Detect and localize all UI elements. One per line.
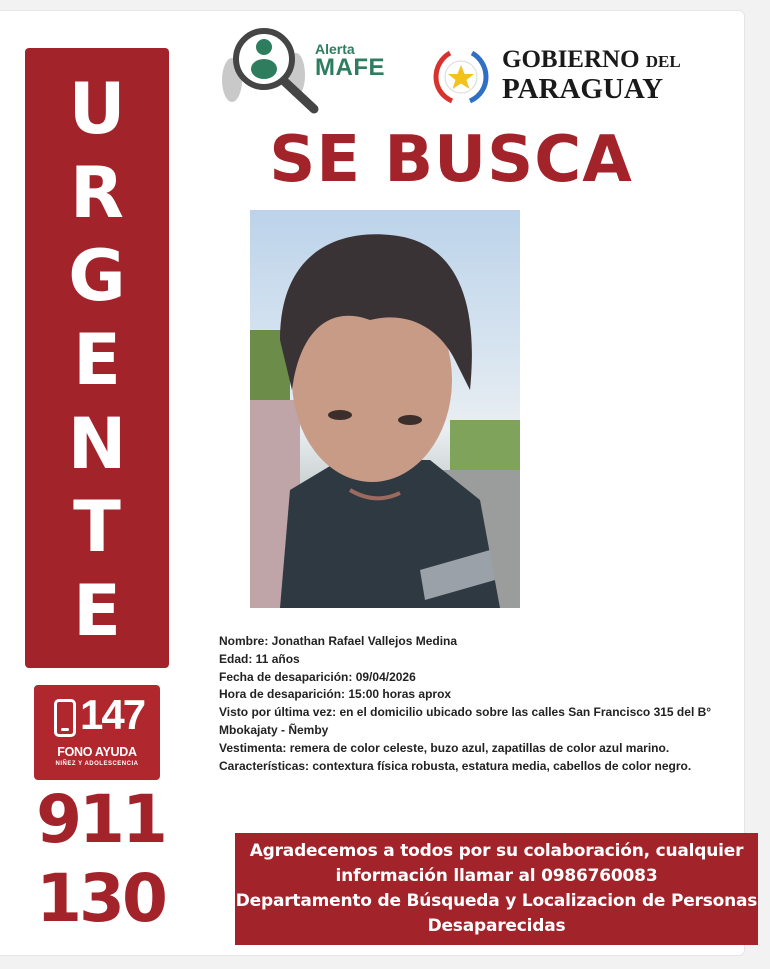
contact-line: información llamar al 0986760083 <box>335 866 658 886</box>
detail-last-seen: Visto por última vez: en el domicilio ubicado sobre las calles San Francisco 315 del B° <box>219 705 712 720</box>
detail-time: Hora de desaparición: 15:00 horas aprox <box>219 687 452 702</box>
paraguay-emblem-icon <box>428 47 494 107</box>
urgent-letter: G <box>68 235 126 318</box>
contact-line: Desaparecidas <box>427 916 566 936</box>
detail-clothing: Vestimenta: remera de color celeste, buzo azul, zapatillas de color azul marino. <box>219 740 670 755</box>
page-title: SE BUSCA <box>269 123 633 197</box>
detail-name: Nombre: Jonathan Rafael Vallejos Medina <box>219 634 458 648</box>
gobierno-logo-text <box>502 47 681 103</box>
detail-last-seen-cont: Mbokajaty - Ñemby <box>219 722 329 737</box>
urgent-letter: E <box>73 318 121 401</box>
emergency-number-911: 911 <box>36 781 165 858</box>
emergency-number-130: 130 <box>36 860 165 937</box>
missing-person-details <box>219 633 759 775</box>
contact-line: Agradecemos a todos por su colaboración, cualquier <box>249 841 744 861</box>
gobierno-line1: GOBIERNO DEL <box>502 46 681 73</box>
gobierno-line2: PARAGUAY <box>502 73 664 105</box>
phone-icon <box>54 699 76 737</box>
fono-ayuda-badge <box>34 685 160 780</box>
urgent-letter: R <box>70 151 124 234</box>
detail-features: Características: contextura física robusta, estatura media, cabellos de color negro. <box>219 758 692 773</box>
urgent-letter: T <box>73 486 121 569</box>
fono-ayuda-number: 147 <box>80 691 145 738</box>
urgent-letter: N <box>67 402 127 485</box>
detail-date: Fecha de desaparición: 09/04/2026 <box>219 669 416 684</box>
poster-card <box>0 10 745 956</box>
detail-age: Edad: 11 años <box>219 651 300 666</box>
mafe-logo-text <box>315 41 385 82</box>
contact-line: Departamento de Búsqueda y Localizacion de Personas <box>235 891 758 911</box>
urgent-letter: E <box>73 569 121 652</box>
urgent-banner <box>25 48 169 668</box>
missing-person-photo <box>250 210 520 608</box>
fono-ayuda-label: FONO AYUDA <box>57 745 137 759</box>
contact-banner <box>235 833 758 945</box>
mafe-line2: MAFE <box>315 54 385 81</box>
mafe-line1: Alerta <box>315 41 355 57</box>
person-photo-illustration <box>250 210 520 608</box>
urgent-letter: U <box>68 68 126 150</box>
fono-ayuda-sublabel: NIÑEZ Y ADOLESCENCIA <box>55 761 139 767</box>
